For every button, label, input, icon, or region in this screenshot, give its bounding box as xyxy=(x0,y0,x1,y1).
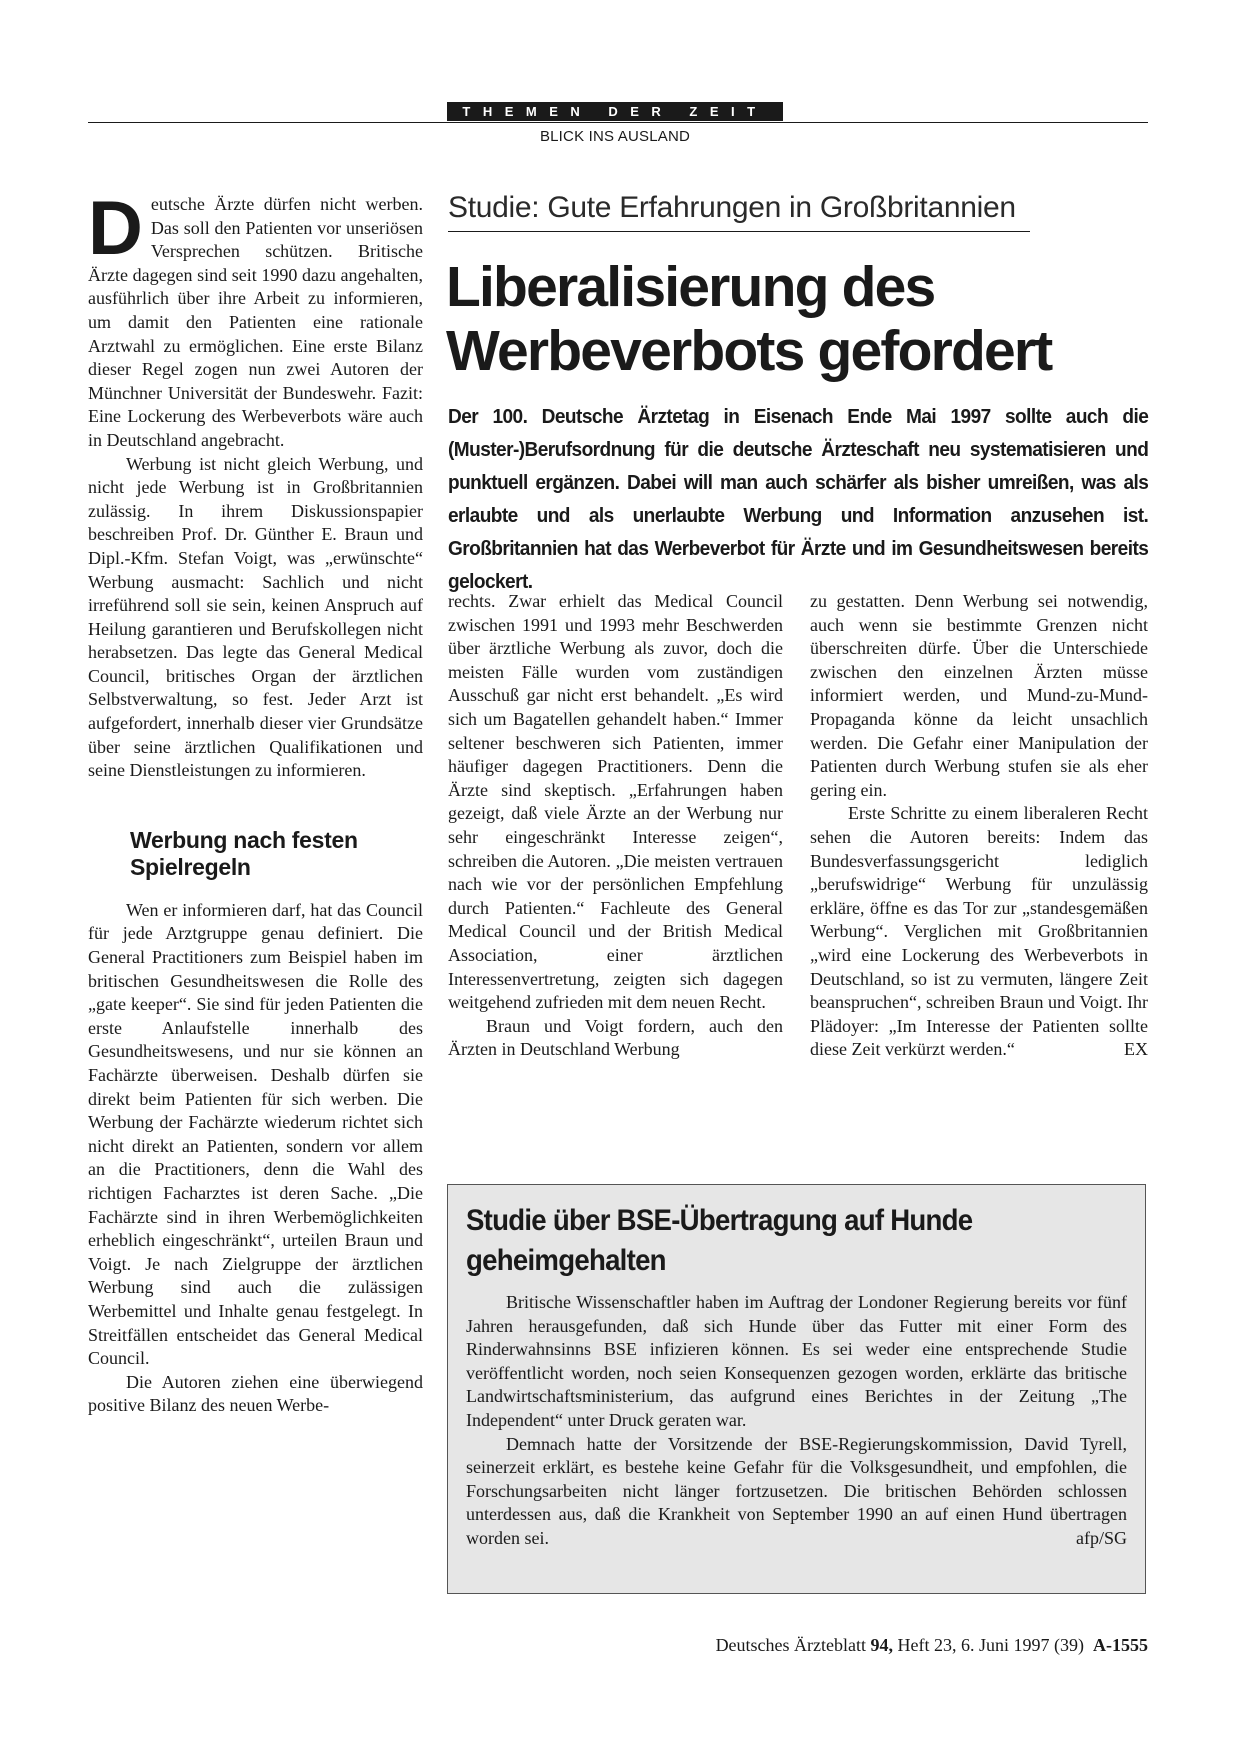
box-signature: afp/SG xyxy=(1076,1527,1127,1548)
paragraph-2: Werbung ist nicht gleich Werbung, und nicht jede Werbung ist in Großbritannien zulässig. In ihrem Diskussionspapier beschreiben Prof. Dr. Günther E. Braun und Dipl.-Kfm. Stefan Voigt, was „erwünschte“ Werbung ausmacht: Sachlich und nicht irreführend soll sie sein, keinen Anspruch auf Heilung garantieren und Berufskollegen nicht herabsetzen. Das legte das General Medical Council, britisches Organ der ärztlichen Selbstverwaltung, so fest. Jeder Arzt ist aufgefordert, innerhalb dieser vier Grundsätze über seine ärztlichen Qualifikationen und seine Dienstleistungen zu informieren. xyxy=(88,453,423,781)
column-1 xyxy=(88,186,423,1418)
page-number: A-1555 xyxy=(1093,1635,1148,1655)
article-headline: Liberalisierung des Werbeverbots gefordert xyxy=(446,255,1052,383)
box-paragraph-2-text: Demnach hatte der Vorsitzende der BSE-Regierungskommission, David Tyrell, seinerzeit erklärt, es bestehe keine Gefahr für die Volksgesundheit, und empfohlen, die Forschungsarbeiten nicht länger fortzusetzen. Die britischen Behörden schlossen unterdessen aus, daß die Krankheit von September 1990 an auf einen Hund übertragen worden sei. xyxy=(466,1433,1127,1548)
journal-issue: Heft 23, 6. Juni 1997 (39) xyxy=(897,1635,1084,1655)
box-body xyxy=(466,1291,1127,1551)
paragraph-3: Wen er informieren darf, hat das Council für jede Arztgruppe genau definiert. Die General Practitioners zum Beispiel haben im britischen Gesundheitswesen die Rolle des „gate keeper“. Sie sind für jeden Patienten die erste Anlaufstelle innerhalb des Gesundheitswesens, und nur sie können an Fachärzte überweisen. Deshalb dürfen sie direkt beim Patienten für sich werben. Die Werbung der Fachärzte wiederum richtet sich nicht direkt an Patienten, sondern vor allem an die Practitioners, denn die Wahl des richtigen Facharztes ist deren Sache. „Die Fachärzte sind in ihren Werbemöglichkeiten erheblich eingeschränkt“, urteilen Braun und Voigt. Je nach Zielgruppe der ärztlichen Werbung sind auch die zulässigen Werbemittel und Inhalte genau festgelegt. In Streitfällen entscheidet das General Medical Council. xyxy=(88,899,423,1369)
article-kicker: Studie: Gute Erfahrungen in Großbritannien xyxy=(448,191,1030,232)
subheading: Werbung nach festen Spielregeln xyxy=(130,826,358,880)
paragraph-1 xyxy=(88,186,423,453)
paragraph-4-start: Die Autoren ziehen eine überwiegend positive Bilanz des neuen Werbe- xyxy=(88,1371,423,1416)
author-signature: EX xyxy=(1124,1039,1148,1060)
paragraph-5-start: Braun und Voigt fordern, auch den Ärzten in Deutschland Werbung xyxy=(448,1015,783,1060)
paragraph-6 xyxy=(810,802,1148,1062)
column-3 xyxy=(810,590,1148,1062)
paragraph-4-continued: rechts. Zwar erhielt das Medical Council zwischen 1991 und 1993 mehr Beschwerden über ärztliche Werbung als zuvor, doch die meisten Fälle wurden vom zuständigen Ausschuß gar nicht erst behandelt. „Es wird sich um Bagatellen gehandelt haben.“ Immer seltener beschweren sich Patienten, immer häufiger dagegen Practitioners. Denn die Ärzte sind skeptisch. „Erfahrungen haben gezeigt, daß viele Ärzte an der Werbung nur sehr eingeschränkt Interesse zeigen“, schreiben die Autoren. „Die meisten vertrauen nach wie vor der persönlichen Empfehlung durch Patienten.“ Fachleute des General Medical Council und der British Medical Association, einer ärztlichen Interessenvertretung, zeigten sich dagegen weitgehend zufrieden mit dem neuen Recht. xyxy=(448,591,783,1013)
article-lead: Der 100. Deutsche Ärztetag in Eisenach Ende Mai 1997 sollte auch die (Muster-)Berufsordnung für die deutsche Ärzteschaft neu systematisieren und punktuell ergänzen. Dabei will man auch schärfer als bisher umreißen, was als erlaubte und als unerlaubte Werbung und Information anzusehen ist. Großbritannien hat das Werbeverbot für Ärzte und im Gesundheitswesen bereits gelockert. xyxy=(448,405,1149,593)
paragraph-5-continued: zu gestatten. Denn Werbung sei notwendig, auch wenn sie bestimmte Grenzen nicht überschreiten dürfe. Über die Unterschiede zwischen den einzelnen Ärzten müsse informiert werden, und Mund-zu-Mund-Propaganda könne da leicht unsachlich werden. Die Gefahr einer Manipulation der Patienten durch Werbung stufen sie als eher gering ein. xyxy=(810,591,1148,800)
box-paragraph-1: Britische Wissenschaftler haben im Auftrag der Londoner Regierung bereits vor fünf Jahren herausgefunden, daß sich Hunde über das Futter mit einer Form des Rinderwahnsinns BSE infizieren können. Es sei weder eine entsprechende Studie veröffentlicht worden, noch seien Konsequenzen gezogen worden, erklärte das britische Landwirtschaftsministerium, das aufgrund eines Berichtes in der Zeitung „The Independent“ unter Druck geraten war. xyxy=(466,1292,1127,1430)
box-paragraph-2 xyxy=(466,1433,1127,1551)
page-footer xyxy=(716,1635,1148,1656)
column-2 xyxy=(448,590,783,1062)
news-box xyxy=(447,1184,1146,1594)
drop-cap: D xyxy=(88,186,143,271)
box-headline: Studie über BSE-Übertragung auf Hunde geheimgehalten xyxy=(466,1204,973,1277)
section-banner: THEMEN DER ZEIT xyxy=(447,102,783,121)
journal-volume: 94, xyxy=(870,1635,894,1655)
paragraph-1-text: eutsche Ärzte dürfen nicht werben. Das soll den Patienten vor unseriösen Versprechen schützen. Britische Ärzte dagegen sind seit 1990 dazu angehalten, ausführlich über ihre Arbeit zu informieren, um damit den Patienten eine rationale Arztwahl zu ermöglichen. Eine erste Bilanz dieser Regel zogen nun zwei Autoren der Münchner Universität der Bundeswehr. Fazit: Eine Lockerung des Werbeverbots wäre auch in Deutschland angebracht. xyxy=(88,194,423,450)
journal-name: Deutsches Ärzteblatt xyxy=(715,1635,867,1655)
paragraph-6-text: Erste Schritte zu einem liberaleren Recht sehen die Autoren bereits: Indem das Bundesverfassungsgericht lediglich „berufswidrige“ Werbung für unzulässig erkläre, öffne es das Tor zur „standesgemäßen Werbung“. Verglichen mit Großbritannien „wird eine Lockerung des Werbeverbots in Deutschland, so ist zu vermuten, längere Zeit beanspruchen“, schreiben Braun und Voigt. Ihr Plädoyer: „Im Interesse der Patienten sollte diese Zeit verkürzt werden.“ xyxy=(810,803,1148,1060)
header-rule xyxy=(88,122,1148,123)
subsection-label: BLICK INS AUSLAND xyxy=(539,128,691,145)
